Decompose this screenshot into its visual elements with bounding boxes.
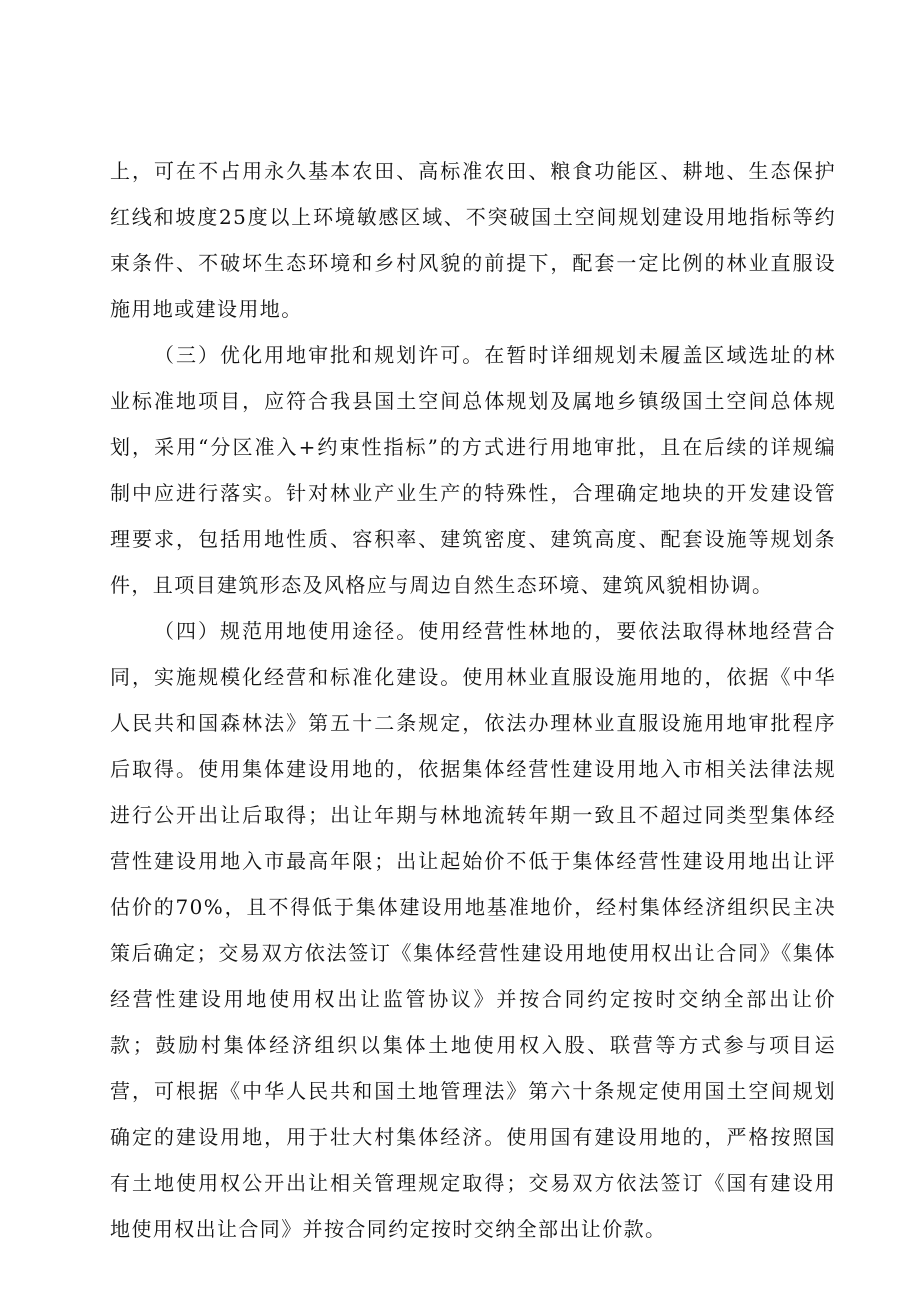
paragraph-continuation: 上，可在不占用永久基本农田、高标准农田、粮食功能区、耕地、生态保护红线和坡度25度以上环境敏感区域、不突破国土空间规划建设用地指标等约束条件、不破坏生态环境和乡村风貌的前提下，配套一定比例的林业直服设施用地或建设用地。 xyxy=(110,159,836,321)
paragraph-optimize-land-approval: （三）优化用地审批和规划许可。在暂时详细规划未履盖区域选址的林业标准地项目，应符合我县国土空间总体规划及属地乡镇级国土空间总体规划，采用“分区准入+约束性指标”的方式进行用地审批，且在后续的详规编制中应进行落实。针对林业产业生产的特殊性，合理确定地块的开发建设管理要求，包括用地性质、容积率、建筑密度、建筑高度、配套设施等规划条件，且项目建筑形态及风格应与周边自然生态环境、建筑风貌相协调。 xyxy=(110,343,836,597)
paragraph-regulate-land-use: （四）规范用地使用途径。使用经营性林地的，要依法取得林地经营合同，实施规模化经营和标准化建设。使用林业直服设施用地的，依据《中华人民共和国森林法》第五十二条规定，依法办理林业直服设施用地审批程序后取得。使用集体建设用地的，依据集体经营性建设用地入市相关法律法规进行公开出让后取得；出让年期与林地流转年期一致且不超过同类型集体经营性建设用地入市最高年限；出让起始价不低于集体经营性建设用地出让评估价的70%，且不得低于集体建设用地基准地价，经村集体经济组织民主决策后确定；交易双方依法签订《集体经营性建设用地使用权出让合同》《集体经营性建设用地使用权出让监管协议》并按合同约定按时交纳全部出让价款；鼓励村集体经济组织以集体土地使用权入股、联营等方式参与项目运营，可根据《中华人民共和国土地管理法》第六十条规定使用国土空间规划确定的建设用地，用于壮大村集体经济。使用国有建设用地的，严格按照国有土地使用权公开出让相关管理规定取得；交易双方依法签订《国有建设用地使用权出让合同》并按合同约定按时交纳全部出让价款。 xyxy=(110,619,836,1241)
document-body xyxy=(110,148,836,1252)
